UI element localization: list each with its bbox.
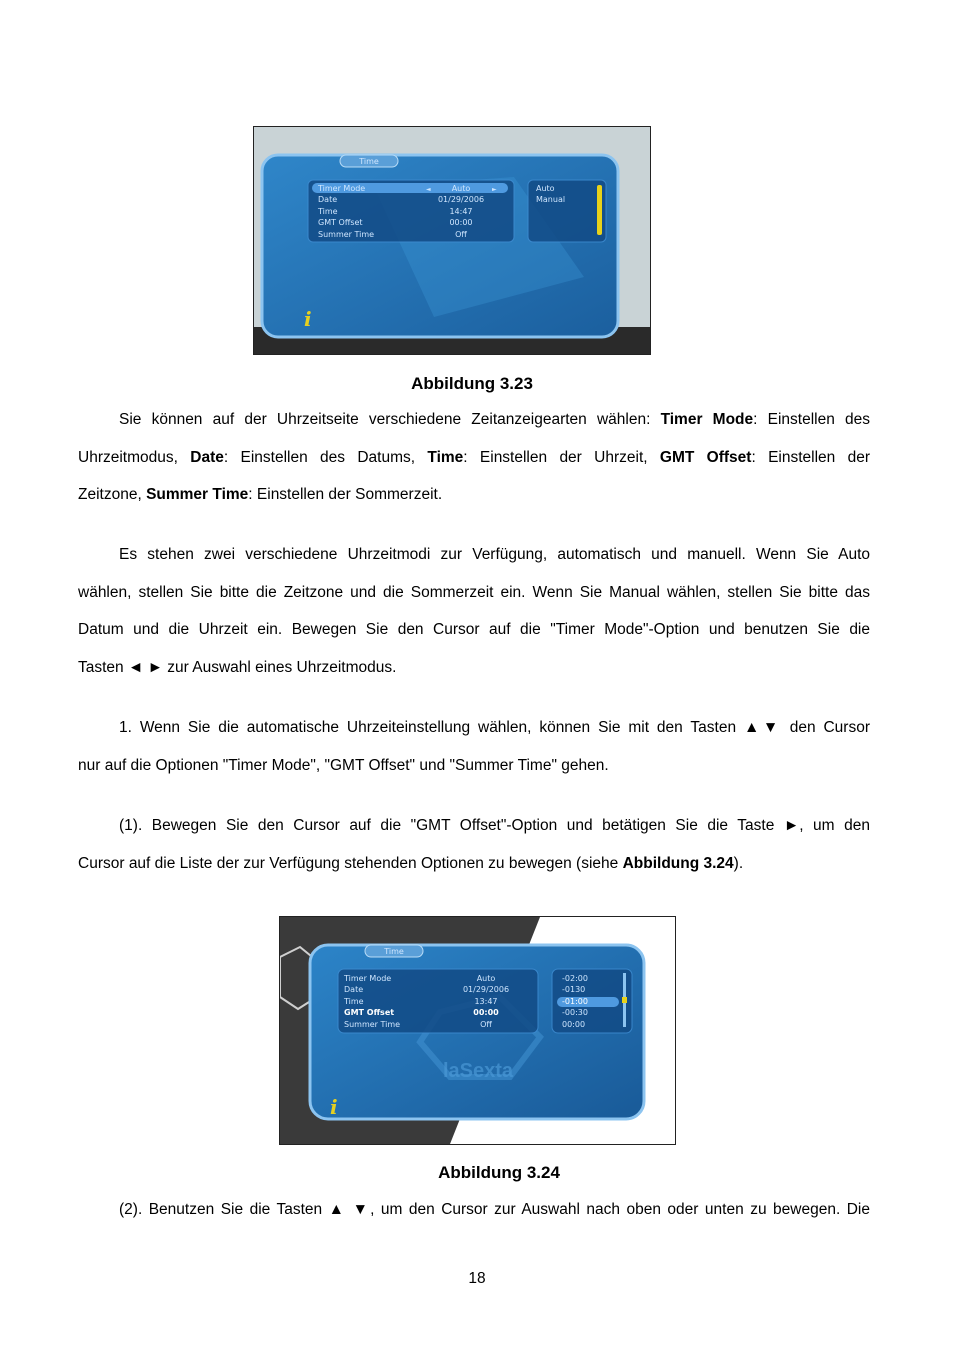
osd-row-value: Off bbox=[480, 1020, 492, 1029]
osd-row-value: 13:47 bbox=[474, 997, 498, 1006]
text-line: Sie können auf der Uhrzeitseite verschiedene Zeitanzeigearten wählen: Timer Mode: Einstellen des bbox=[119, 411, 871, 428]
osd-row-label: Timer Mode bbox=[318, 184, 366, 193]
osd-row-value: Auto bbox=[476, 974, 496, 983]
osd-row-label: Summer Time bbox=[344, 1020, 401, 1029]
page-number: 18 bbox=[468, 1270, 486, 1287]
paragraph-5 bbox=[78, 1198, 870, 1236]
paragraph-2 bbox=[78, 543, 870, 693]
osd-row-label: Timer Mode bbox=[344, 974, 392, 983]
text-line: Zeitzone, Summer Time: Einstellen der Sommerzeit. bbox=[78, 486, 443, 503]
osd-row-value: Off bbox=[455, 230, 467, 239]
paragraph-4 bbox=[78, 814, 870, 889]
text-line: nur auf die Optionen "Timer Mode", "GMT Offset" und "Summer Time" gehen. bbox=[78, 756, 609, 774]
osd-scrollbar bbox=[597, 185, 602, 235]
osd-option: -00:30 bbox=[562, 1008, 588, 1017]
paragraph-1 bbox=[78, 408, 870, 521]
right-arrow-icon: ► bbox=[492, 186, 497, 193]
osd-menu-title: Time bbox=[384, 947, 404, 956]
figure-3-23-screenshot bbox=[253, 126, 651, 355]
osd-option-selected: -01:00 bbox=[562, 997, 588, 1006]
osd-row-label: Time bbox=[344, 997, 364, 1006]
text-line: (1). Bewegen Sie den Cursor auf die "GMT Offset"-Option und betätigen Sie die Taste ►, um den bbox=[119, 817, 870, 834]
osd-option: Auto bbox=[536, 184, 555, 193]
gmt-offset-menu-screen bbox=[280, 917, 675, 1144]
osd-row-label: Date bbox=[318, 195, 338, 204]
osd-row-value: 01/29/2006 bbox=[437, 195, 485, 204]
osd-row-value: Auto bbox=[451, 184, 471, 193]
info-icon: i bbox=[330, 1095, 338, 1119]
osd-row-value: 01/29/2006 bbox=[462, 985, 510, 994]
osd-option: -02:00 bbox=[562, 974, 588, 983]
watermark: laSexta bbox=[442, 1060, 514, 1082]
osd-option: 00:00 bbox=[562, 1020, 586, 1029]
osd-option: -0130 bbox=[562, 985, 586, 994]
figure-caption: Abbildung 3.24 bbox=[438, 1163, 560, 1182]
text-line: wählen, stellen Sie bitte die Zeitzone und die Sommerzeit ein. Wenn Sie Manual wählen, stellen Sie bitte das bbox=[78, 583, 870, 601]
text-line: 1. Wenn Sie die automatische Uhrzeiteinstellung wählen, können Sie mit den Tasten ▲▼ den Cursor bbox=[119, 719, 870, 736]
osd-option: Manual bbox=[536, 195, 566, 204]
text-line: Tasten ◄ ► zur Auswahl eines Uhrzeitmodus. bbox=[78, 658, 397, 676]
osd-row-value: 00:00 bbox=[449, 218, 473, 227]
left-arrow-icon: ◄ bbox=[426, 186, 431, 193]
osd-row-label: Date bbox=[344, 985, 364, 994]
osd-row-value: 14:47 bbox=[449, 207, 473, 216]
osd-row-value-active: 00:00 bbox=[473, 1008, 499, 1017]
osd-row-label: Summer Time bbox=[318, 230, 375, 239]
osd-row-label: Time bbox=[318, 207, 338, 216]
text-line: Uhrzeitmodus, Date: Einstellen des Datums, Time: Einstellen der Uhrzeit, GMT Offset: Einstellen der bbox=[78, 448, 870, 466]
osd-row-label-active: GMT Offset bbox=[344, 1008, 395, 1017]
text-line: (2). Benutzen Sie die Tasten ▲ ▼, um den Cursor zur Auswahl nach oben oder unten zu bewegen. Die bbox=[119, 1201, 870, 1218]
figure-3-24-screenshot bbox=[279, 916, 676, 1145]
text-line: Datum und die Uhrzeit ein. Bewegen Sie den Cursor auf die "Timer Mode"-Option und benutzen Sie die bbox=[78, 621, 870, 638]
paragraph-3 bbox=[78, 716, 870, 791]
osd-scroll-thumb bbox=[622, 997, 627, 1003]
info-icon: i bbox=[304, 307, 312, 331]
text-line: Es stehen zwei verschiedene Uhrzeitmodi zur Verfügung, automatisch und manuell. Wenn Sie Auto bbox=[119, 546, 870, 563]
osd-row-label: GMT Offset bbox=[318, 218, 363, 227]
time-menu-screen bbox=[254, 127, 650, 354]
osd-menu-title: Time bbox=[359, 157, 379, 166]
figure-caption: Abbildung 3.23 bbox=[411, 374, 533, 393]
text-line: Cursor auf die Liste der zur Verfügung stehenden Optionen zu bewegen (siehe Abbildung 3.24). bbox=[78, 854, 744, 872]
